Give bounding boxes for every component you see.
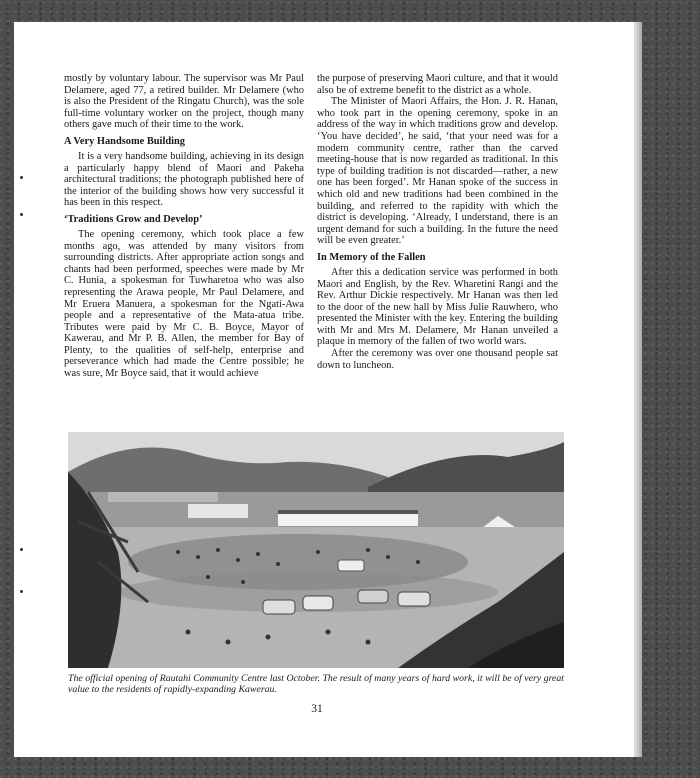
section-heading: A Very Handsome Building: [64, 135, 185, 147]
margin-mark: [20, 590, 23, 593]
margin-mark: [20, 176, 23, 179]
section-heading: In Memory of the Fallen: [317, 251, 426, 263]
paragraph: The Minister of Maori Affairs, the Hon. J. R. Hanan, who took part in the opening ceremony, spoke in an address of the way in which traditions grow and develop. ‘You have decided’, he said, ‘that your need was for a modern community centre, rather than the carved meeting-house that is now regarded as traditional. In this type of building tradition is not discarded—rather, a new one has been forged’. Mr Hanan spoke of the success in which old and new traditions had been combined in the building, and referred to the rapidity with which the district is developing. ‘Already, I understand, there is an urgent demand for such a building. In the future the need will be even greater.’: [317, 96, 558, 247]
section-heading: ‘Traditions Grow and Develop’: [64, 213, 203, 225]
paragraph: mostly by voluntary labour. The supervisor was Mr Paul Delamere, aged 77, a retired builder. Mr Delamere (who is also the President of the Ringatu Church), was the sole full-time voluntary worker on the project, though many others gave much of their time to the work.: [64, 73, 304, 131]
ceremony-photo: [68, 432, 564, 668]
right-column: [317, 73, 558, 371]
margin-mark: [20, 213, 23, 216]
page-number: 31: [311, 703, 323, 715]
margin-mark: [20, 548, 23, 551]
paragraph: After this a dedication service was performed in both Maori and English, by the Rev. Wharetini Rangi and the Rev. Arthur Dickie respectively. Mr Hanan was then led to the door of the new hall by Miss Julie Rauwhero, who presented the Minister with the key. Entering the building with Mr and Mrs M. Delamere, Mr Hanan unveiled a plaque in memory of the fallen of two world wars.: [317, 266, 558, 348]
paragraph: The opening ceremony, which took place a few months ago, was attended by many visitors from surrounding districts. After appropriate action songs and chants had been performed, speeches were made by Mr C. Hunia, a spokesman for Tuwharetoa who was also representing the Arawa people, Mr Paul Delamere, and Mr Eruera Manuera, a spokesman for the Ngati-Awa people and a representative of the Mata-atua tribe. Tributes were paid by Mr C. B. Boyce, Mayor of Kawerau, and Mr P. B. Allen, the member for Bay of Plenty, to the qualities of self-help, enterprise and perseverance which had made the Centre possible; he was sure, Mr Boyce said, that it would achieve: [64, 228, 304, 380]
paragraph: After the ceremony was over one thousand people sat down to luncheon.: [317, 348, 558, 371]
paragraph: It is a very handsome building, achieving in its design a particularly happy blend of Maori and Pakeha architectural traditions; the photograph published here of the interior of the building shows how very successful it has been in this respect.: [64, 150, 304, 209]
page-edge-shadow: [634, 22, 642, 757]
left-column: [64, 73, 304, 380]
paragraph: the purpose of preserving Maori culture, and that it would also be of extreme benefit to the district as a whole.: [317, 73, 558, 96]
photo-caption: The official opening of Rautahi Community Centre last October. The result of many years of hard work, it will be of very great value to the residents of rapidly-expanding Kawerau.: [68, 673, 564, 696]
